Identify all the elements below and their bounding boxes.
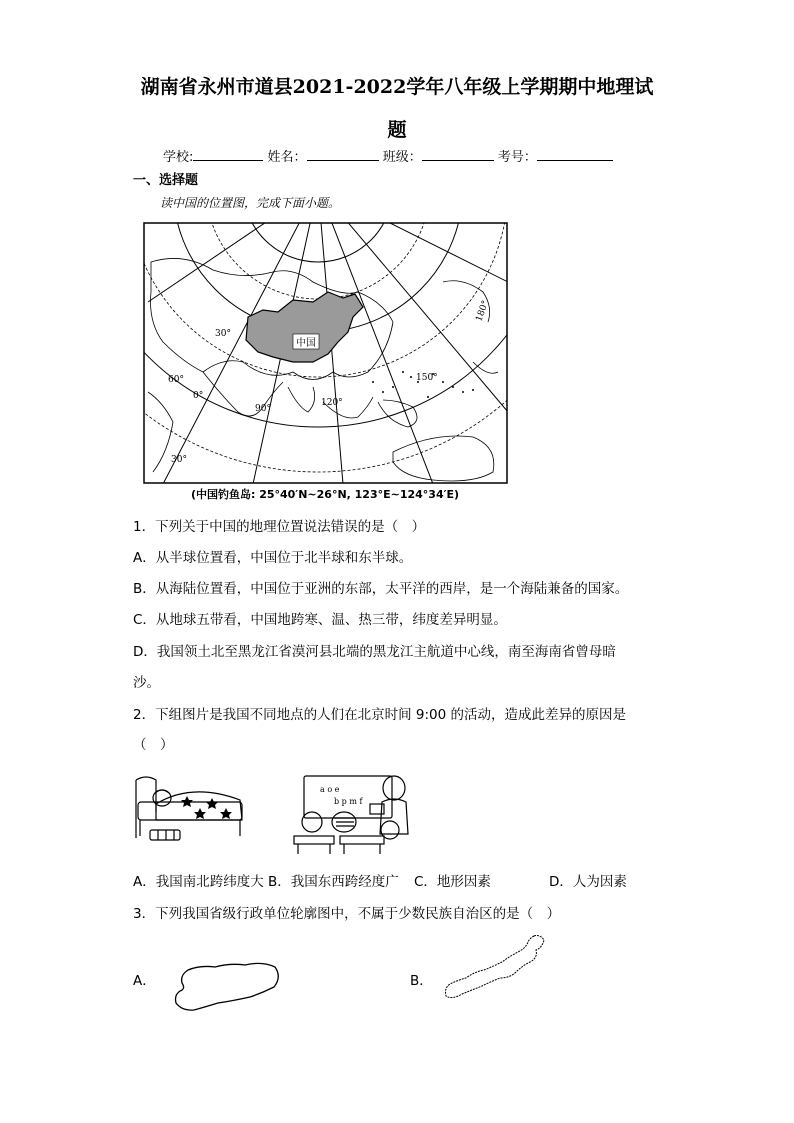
school-blank[interactable]: [193, 148, 263, 161]
question-2-option-b[interactable]: B．我国东西跨经度广: [268, 874, 399, 890]
section-heading: 一、选择题: [133, 173, 199, 188]
china-location-map: [143, 222, 508, 505]
class-label: 班级：: [382, 150, 422, 165]
question-1-option-d[interactable]: D．我国领土北至黑龙江省漠河县北端的黑龙江主航道中心线，南至海南省曾母暗: [133, 644, 616, 660]
classroom-illustration: [290, 772, 420, 856]
question-1-option-d-cont: 沙。: [133, 675, 160, 691]
paper-title-line1: 湖南省永州市道县2021-2022学年八年级上学期期中地理试: [140, 76, 654, 98]
deg-label-30n: 30°: [215, 329, 231, 339]
intro-text: 读中国的位置图，完成下面小题。: [160, 196, 341, 210]
question-3-stem: 3．下列我国省级行政单位轮廓图中，不属于少数民族自治区的是（ ）: [133, 906, 561, 922]
deg-label-90e: 90°: [255, 404, 271, 414]
question-2-stem-cont: （ ）: [133, 737, 174, 753]
deg-label-30s: 30°: [171, 455, 187, 465]
question-3-option-b[interactable]: B．: [410, 973, 433, 989]
deg-label-0: 0°: [193, 391, 204, 401]
name-label: 姓名：: [267, 150, 307, 165]
question-2-option-a[interactable]: A．我国南北跨纬度大: [133, 874, 264, 890]
deg-label-60e: 60°: [168, 375, 184, 385]
question-1-stem: 1．下列关于中国的地理位置说法错误的是（ ）: [133, 519, 426, 535]
question-2-option-d[interactable]: D．人为因素: [549, 874, 627, 890]
question-2-stem: 2．下组图片是我国不同地点的人们在北京时间 9:00 的活动，造成此差异的原因是: [133, 707, 626, 723]
class-blank[interactable]: [422, 148, 494, 161]
student-info-line: [163, 146, 613, 165]
map-caption: (中国钓鱼岛: 25°40′N~26°N, 123°E~124°34′E): [190, 488, 460, 501]
map-china-label: 中国: [296, 338, 316, 349]
paper-title-line2: 题: [387, 119, 407, 141]
question-2-option-c[interactable]: C．地形因素: [414, 874, 491, 890]
sleeping-person-illustration: [132, 772, 250, 848]
question-1-option-a[interactable]: A．从半球位置看，中国位于北半球和东半球。: [133, 550, 413, 566]
question-1-option-c[interactable]: C．从地球五带看，中国地跨寒、温、热三带，纬度差异明显。: [133, 612, 507, 628]
question-3-option-a[interactable]: A．: [133, 973, 156, 989]
name-blank[interactable]: [307, 148, 379, 161]
school-label: 学校:: [163, 150, 194, 165]
number-label: 考号：: [497, 150, 537, 165]
board-text-line1: a o e: [320, 785, 340, 794]
question-1-option-b[interactable]: B．从海陆位置看，中国位于亚洲的东部，太平洋的西岸，是一个海陆兼备的国家。: [133, 581, 629, 597]
number-blank[interactable]: [537, 148, 613, 161]
deg-label-180: 180°: [474, 299, 492, 324]
province-outline-b: [440, 932, 560, 1012]
province-outline-a: [170, 955, 285, 1015]
deg-label-150e: 150°: [416, 373, 438, 383]
board-text-line2: b p m f: [334, 797, 363, 806]
deg-label-120e: 120°: [321, 398, 343, 408]
